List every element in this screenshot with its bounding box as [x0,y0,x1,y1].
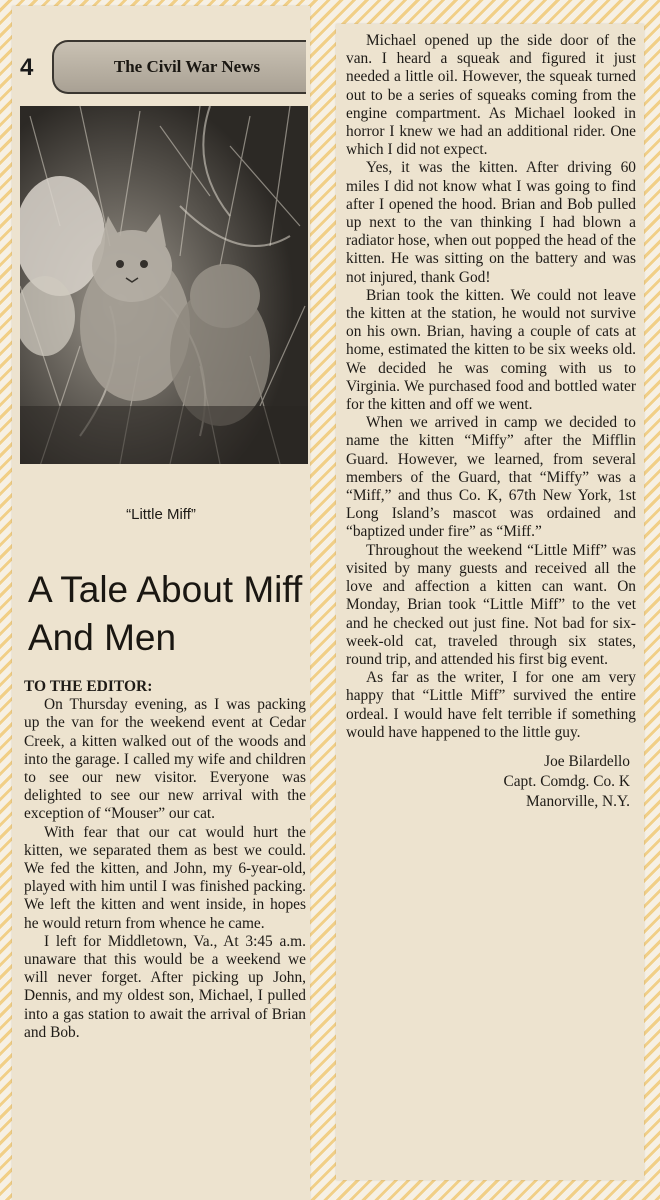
paragraph: Michael opened up the side door of the van. I heard a squeak and figured it just needed a little oil. However, the squeak turned out to be a series of squeaks coming from the engine compartment. As Michael looked in horror I knew we had an additional rider. One which I did not expect. [346,32,636,159]
paragraph: When we arrived in camp we decided to name the kitten “Miffy” after the Mifflin Guard. However, we learned, from several members of the Guard, that “Miffy” was a “Miff,” and thus Co. K, 67th New York, 1st Long Island’s mascot was ordained and “baptized under fire” as “Miff.” [346,414,636,541]
signature-location: Manorville, N.Y. [525,792,630,810]
salutation: TO THE EDITOR: [24,678,153,695]
paragraph: As far as the writer, I for one am very happy that “Little Miff” survived the entire ordeal. I would have felt terrible if something would have happened to the little guy. [346,669,636,741]
photo-caption: “Little Miff” [126,506,196,523]
paragraph: With fear that our cat would hurt the kitten, we separated them as best we could. We fed the kitten, and John, my 6-year-old, played with him until I was finished packing. We left the kitten and went inside, in hopes he would return from whence he came. [24,823,306,932]
publication-banner [52,40,306,94]
paragraph: On Thursday evening, as I was packing up the van for the weekend event at Cedar Creek, a kitten walked out of the woods and into the garage. I called my wife and children to see our new visitor. Everyone was delighted to see our new arrival with the exception of “Mouser” our cat. [24,696,306,823]
paragraph: Throughout the weekend “Little Miff” was visited by many guests and received all the love and affection a kitten can want. On Monday, Brian took “Little Miff” to the vet and he checked out just fine. Not bad for six-week-old cat, traveled through six states, round trip, and attended his first big event. [346,541,636,668]
article-body-left [24,678,306,1042]
signature-name: Joe Bilardello [544,752,630,770]
signature-block [346,752,636,812]
signature-title: Capt. Comdg. Co. K [503,772,630,790]
paragraph: I left for Middletown, Va., At 3:45 a.m. unaware that this would be a weekend we will never forget. After picking up John, Dennis, and my oldest son, Michael, I pulled into a gas station to await the arrival of Brian and Bob. [24,932,306,1041]
right-column-clipping [336,24,644,1180]
kitten-photo [20,106,308,464]
kitten-in-grass-photo-icon [20,106,308,464]
publication-title: The Civil War News [113,57,261,76]
paragraph: Brian took the kitten. We could not leave the kitten at the station, he would not survive on his own. Brian, having a couple of cats at home, estimated the kitten to be six weeks old. We decided he was coming with us to Virginia. We purchased food and bottled water for the kitten and off we went. [346,286,636,414]
page-number: 4 [20,54,34,81]
paragraph: Yes, it was the kitten. After driving 60 miles I did not know what I was going to find after I opened the hood. Brian and Bob pulled up next to the van thinking I had blown a radiator hose, when out popped the head of the kitten. He was sitting on the battery and was not injured, thank God! [346,159,636,286]
left-column-clipping [12,6,310,1200]
article-body-right [346,32,636,812]
headline: A Tale About Miff And Men [28,569,303,658]
